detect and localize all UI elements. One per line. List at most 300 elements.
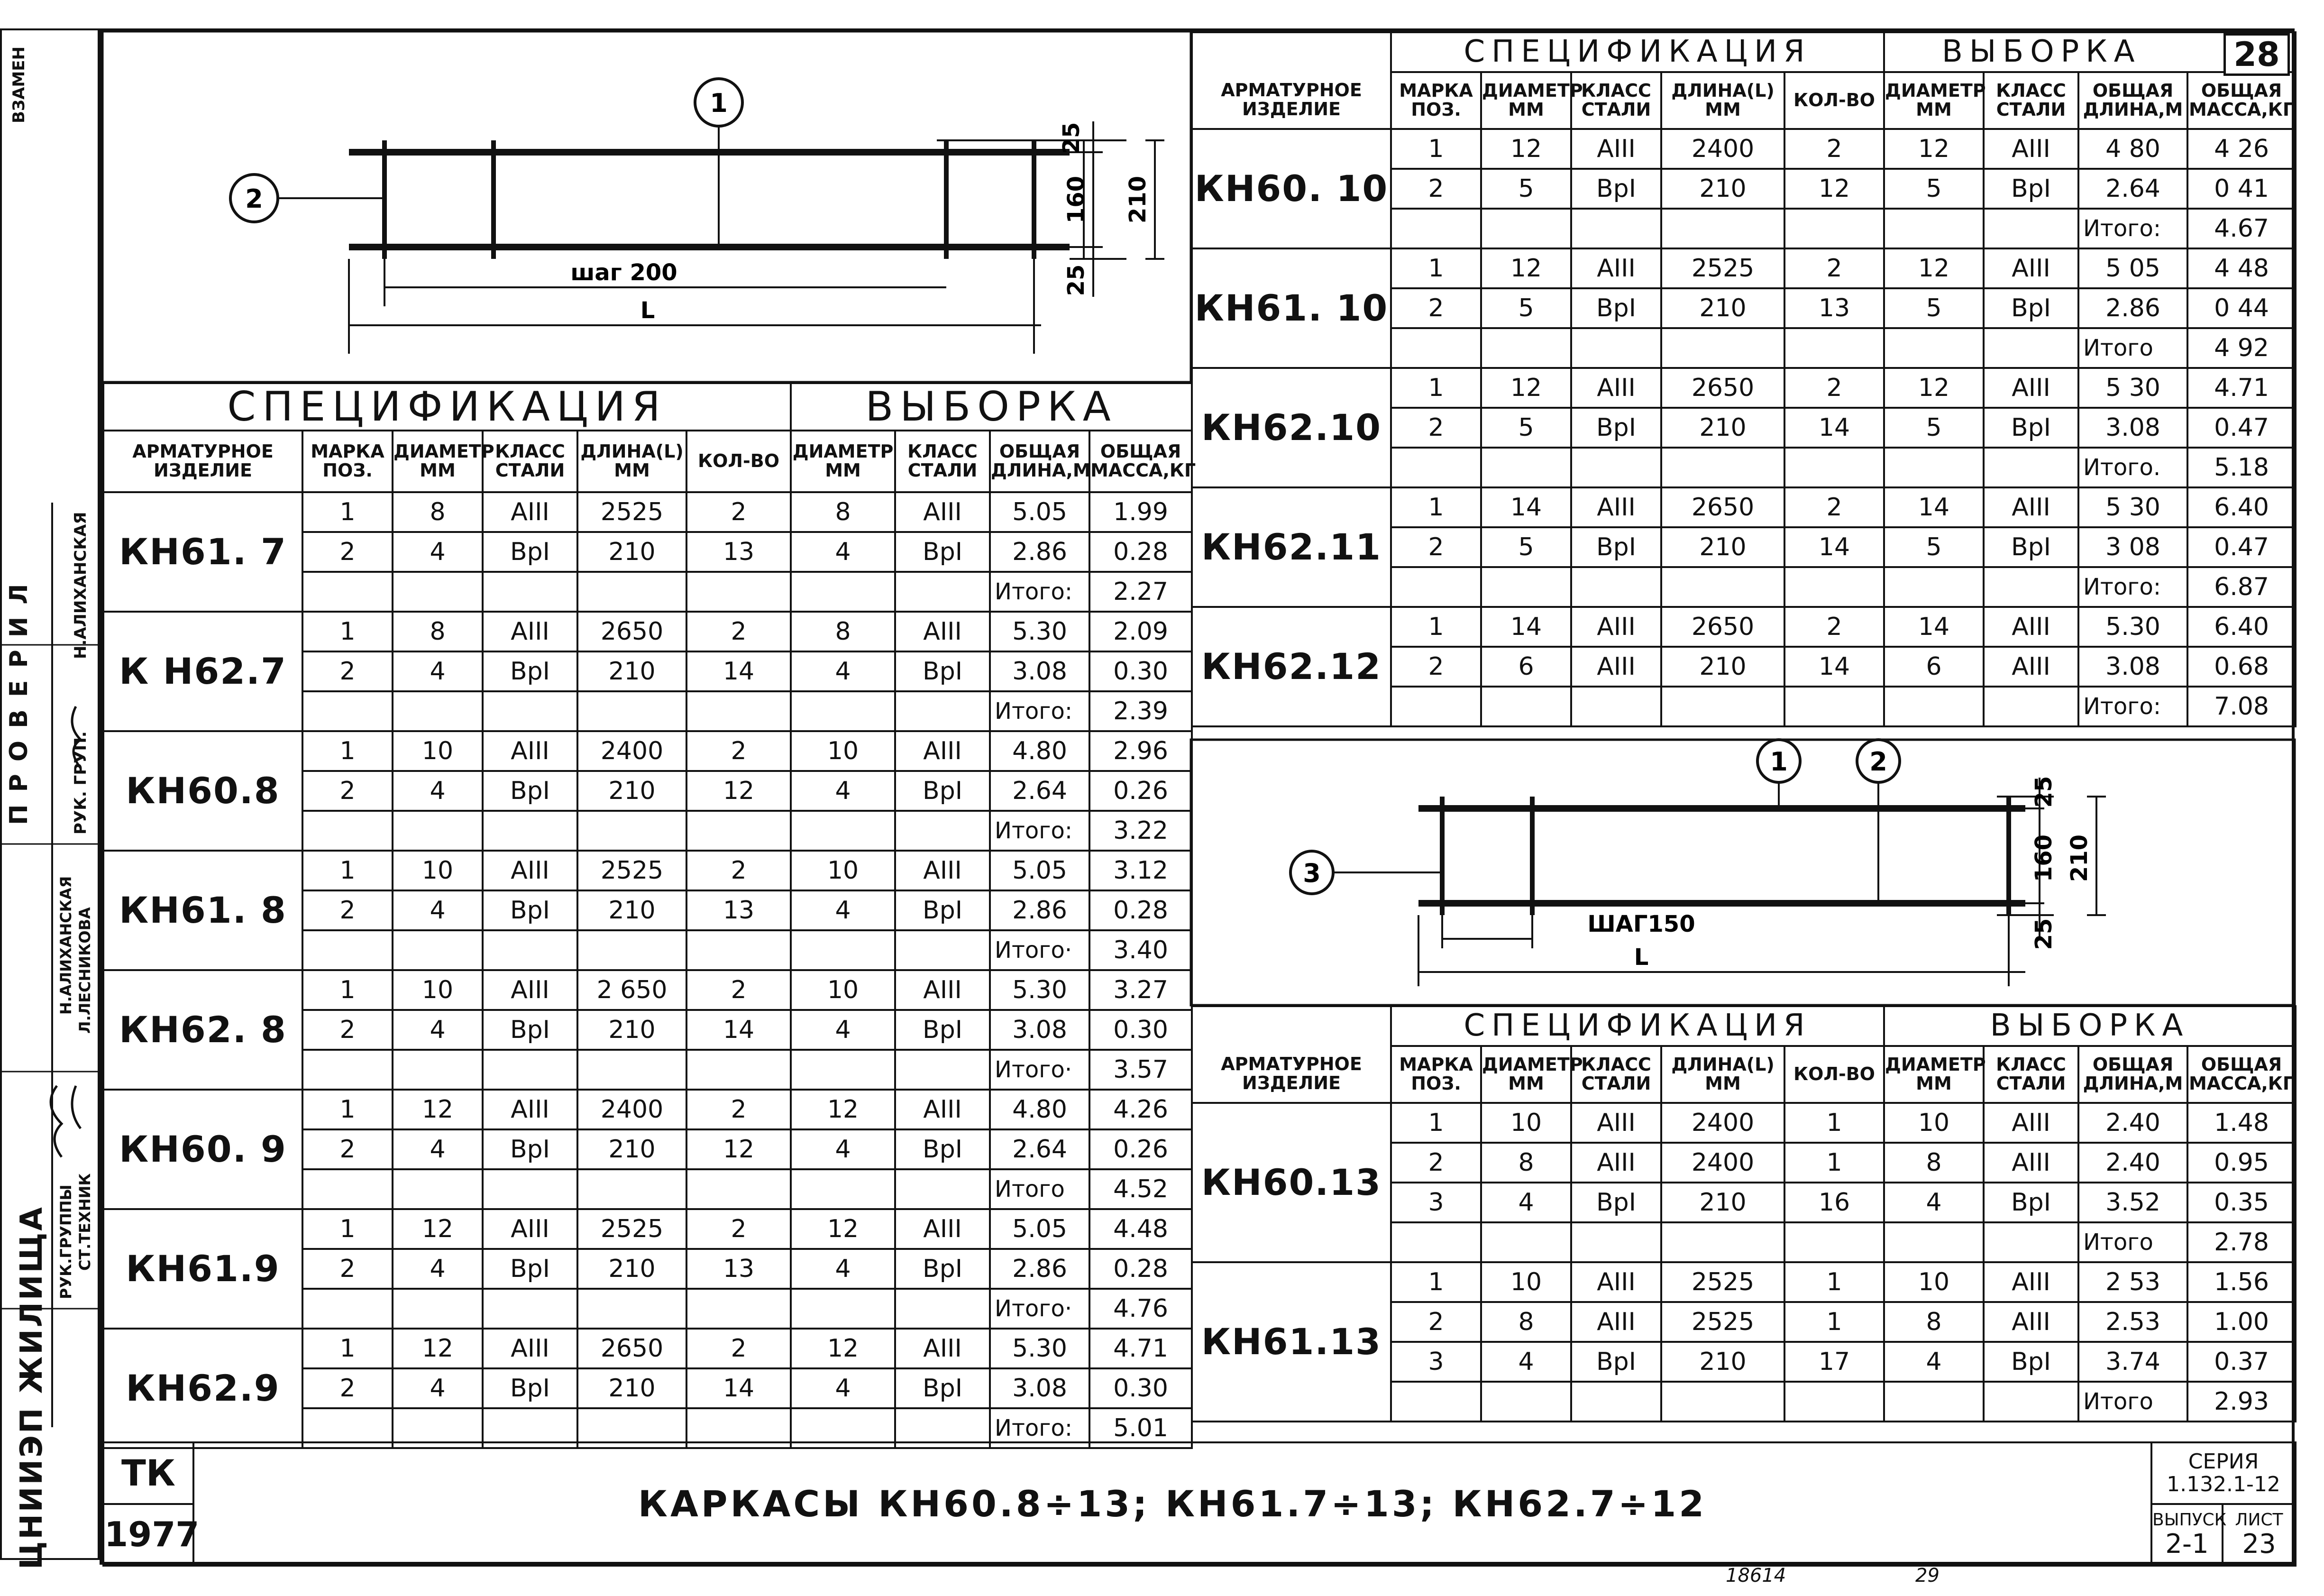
dim-25-top-2: 25 <box>2031 776 2057 808</box>
table-cell: 5 <box>1884 169 1984 209</box>
table-cell: 0.26 <box>1089 771 1192 811</box>
empty-cell <box>1391 567 1481 607</box>
col-class: КЛАСС СТАЛИ <box>483 431 577 492</box>
table-row <box>1192 129 2296 169</box>
table-cell: 4 <box>393 890 483 930</box>
table-cell: 12 <box>1481 129 1571 169</box>
table-row <box>103 851 1192 890</box>
table-cell: 0.30 <box>1089 1010 1192 1050</box>
table-cell: 4 80 <box>2078 129 2187 169</box>
table-cell: 14 <box>1884 487 1984 527</box>
table-cell: 2.09 <box>1089 612 1192 651</box>
table-cell: 2650 <box>577 1329 686 1368</box>
table-cell: AIII <box>895 1209 990 1249</box>
table-cell: 1 <box>1391 487 1481 527</box>
table-cell: 2400 <box>1661 1143 1784 1183</box>
table-cell: 8 <box>393 492 483 532</box>
spec-heading-right-b: СПЕЦИФИКАЦИЯ <box>1391 1006 1884 1046</box>
table-cell: 5 <box>1481 169 1571 209</box>
table-cell: 0.30 <box>1089 1368 1192 1408</box>
table-cell: 14 <box>1784 647 1884 687</box>
frame-drawing-1 <box>102 31 1191 382</box>
signer-1: Н.АЛИХАНСКАЯ <box>71 512 90 659</box>
bottom-stamp-number: 18614 <box>1726 1565 1786 1587</box>
table-cell: 16 <box>1784 1183 1884 1222</box>
table-cell: 2 <box>302 771 393 811</box>
empty-cell <box>1571 448 1661 487</box>
empty-cell <box>1984 209 2078 248</box>
table-cell: 0.95 <box>2187 1143 2296 1183</box>
total-value: 2.27 <box>1089 572 1192 612</box>
spec-body-right-top <box>1192 129 2296 726</box>
table-cell: BpI <box>1984 288 2078 328</box>
table-cell: 2 <box>1391 527 1481 567</box>
table-cell: 2 <box>302 1368 393 1408</box>
item-mark: КН62.9 <box>103 1329 302 1448</box>
table-row <box>1192 607 2296 647</box>
total-value: 2.39 <box>1089 691 1192 731</box>
table-cell: AIII <box>483 970 577 1010</box>
table-cell: 14 <box>1784 408 1884 448</box>
table-cell: AIII <box>895 1090 990 1129</box>
empty-cell <box>1571 687 1661 726</box>
table-cell: 2 <box>686 1329 791 1368</box>
table-cell: 2 <box>686 612 791 651</box>
table-cell: 2 <box>686 1209 791 1249</box>
dim-160-2: 160 <box>2031 834 2057 882</box>
table-cell: 2 <box>302 651 393 691</box>
table-cell: 3 <box>1391 1183 1481 1222</box>
table-cell: 2 <box>686 1090 791 1129</box>
table-cell: 1 <box>1784 1262 1884 1302</box>
empty-cell <box>1481 1382 1571 1422</box>
table-cell: 10 <box>791 731 895 771</box>
empty-cell <box>1391 328 1481 368</box>
spec-body-right-bottom <box>1192 1103 2296 1422</box>
col-total-len: ОБЩАЯ ДЛИНА,М <box>990 431 1089 492</box>
empty-cell <box>1784 1382 1884 1422</box>
table-cell: 10 <box>791 851 895 890</box>
col-diam: ДИАМЕТР ММ <box>393 431 483 492</box>
table-cell: 2 <box>686 970 791 1010</box>
table-cell: 13 <box>1784 288 1884 328</box>
table-cell: 8 <box>791 612 895 651</box>
table-cell: AIII <box>1984 647 2078 687</box>
table-cell: 1.99 <box>1089 492 1192 532</box>
table-cell: 2525 <box>1661 1262 1784 1302</box>
spec-heading-left: СПЕЦИФИКАЦИЯ <box>103 383 791 431</box>
table-cell: 2 <box>1784 487 1884 527</box>
total-label: Итого <box>2078 328 2187 368</box>
empty-cell <box>1661 567 1784 607</box>
empty-cell <box>577 1169 686 1209</box>
table-cell: BpI <box>1571 288 1661 328</box>
list-cell <box>2223 1504 2296 1566</box>
table-cell: 210 <box>577 771 686 811</box>
table-cell: 2525 <box>1661 1302 1784 1342</box>
spec-table-left <box>102 382 1196 1449</box>
table-cell: 0.30 <box>1089 651 1192 691</box>
table-cell: AIII <box>1571 1302 1661 1342</box>
table-cell: 2 <box>1784 368 1884 408</box>
table-cell: BpI <box>1571 1183 1661 1222</box>
table-cell: 2400 <box>577 1090 686 1129</box>
empty-cell <box>1571 1382 1661 1422</box>
table-cell: 2 <box>1784 129 1884 169</box>
table-cell: AIII <box>1571 1262 1661 1302</box>
table-cell: 5 <box>1884 288 1984 328</box>
table-cell: 1.00 <box>2187 1302 2296 1342</box>
table-cell: BpI <box>1571 169 1661 209</box>
table-cell: AIII <box>1984 607 2078 647</box>
empty-cell <box>686 691 791 731</box>
table-cell: BpI <box>895 651 990 691</box>
col-vclass-r: КЛАСС СТАЛИ <box>1984 72 2078 129</box>
empty-cell <box>895 811 990 851</box>
empty-cell <box>1884 1222 1984 1262</box>
total-label: Итого <box>2078 1382 2187 1422</box>
empty-cell <box>302 811 393 851</box>
table-row <box>103 1209 1192 1249</box>
empty-cell <box>1784 448 1884 487</box>
table-cell: 2 <box>302 890 393 930</box>
col-qty-rb: КОЛ-ВО <box>1784 1046 1884 1103</box>
table-cell: 5 30 <box>2078 487 2187 527</box>
table-cell: 13 <box>686 532 791 572</box>
table-cell: 1 <box>1784 1302 1884 1342</box>
table-cell: 4 <box>393 1129 483 1169</box>
table-cell: 2 650 <box>577 970 686 1010</box>
table-cell: AIII <box>1571 248 1661 288</box>
seriya-label: СЕРИЯ <box>2188 1449 2259 1474</box>
empty-cell <box>1984 687 2078 726</box>
table-cell: BpI <box>1571 1342 1661 1382</box>
table-cell: BpI <box>483 890 577 930</box>
table-cell: 5.05 <box>990 1209 1089 1249</box>
table-cell: AIII <box>1984 1143 2078 1183</box>
table-cell: BpI <box>895 1368 990 1408</box>
table-cell: 2.86 <box>990 1249 1089 1289</box>
empty-cell <box>1884 448 1984 487</box>
table-row <box>103 1090 1192 1129</box>
table-cell: BpI <box>483 1249 577 1289</box>
empty-cell <box>791 691 895 731</box>
table-cell: 17 <box>1784 1342 1884 1382</box>
table-cell: 210 <box>577 1249 686 1289</box>
table-cell: 2 <box>1391 1143 1481 1183</box>
total-label: Итого· <box>990 1050 1089 1090</box>
col-item: АРМАТУРНОЕ ИЗДЕЛИЕ <box>103 431 302 492</box>
table-cell: 5 <box>1481 288 1571 328</box>
list-value: 23 <box>2242 1529 2276 1559</box>
table-cell: 1 <box>302 1209 393 1249</box>
table-cell: BpI <box>483 1010 577 1050</box>
item-mark: КН60. 10 <box>1192 129 1391 248</box>
table-cell: 210 <box>577 1368 686 1408</box>
empty-cell <box>302 930 393 970</box>
frame-drawing-2 <box>1191 740 2295 1005</box>
table-cell: BpI <box>895 1249 990 1289</box>
empty-cell <box>577 572 686 612</box>
empty-cell <box>895 691 990 731</box>
table-cell: 10 <box>1884 1103 1984 1143</box>
table-cell: 4 <box>393 651 483 691</box>
table-cell: 4 <box>1481 1183 1571 1222</box>
total-value: 4.67 <box>2187 209 2296 248</box>
table-cell: BpI <box>1984 408 2078 448</box>
table-cell: 2400 <box>1661 1103 1784 1143</box>
empty-cell <box>1661 328 1784 368</box>
empty-cell <box>791 930 895 970</box>
table-cell: 4.71 <box>1089 1329 1192 1368</box>
empty-cell <box>1571 328 1661 368</box>
col-len-rb: ДЛИНА(L) ММ <box>1661 1046 1784 1103</box>
table-cell: 4 <box>393 771 483 811</box>
item-mark: КН62.11 <box>1192 487 1391 607</box>
table-cell: AIII <box>1571 1143 1661 1183</box>
table-cell: 3.08 <box>990 1010 1089 1050</box>
dim-160: 160 <box>1063 175 1089 224</box>
total-label: Итого <box>2078 1222 2187 1262</box>
table-cell: 1.56 <box>2187 1262 2296 1302</box>
empty-cell <box>791 1050 895 1090</box>
empty-cell <box>1391 1382 1481 1422</box>
table-cell: 5.30 <box>2078 607 2187 647</box>
signer-3: Л.ЛЕСНИКОВА <box>76 907 94 1034</box>
empty-cell <box>483 691 577 731</box>
table-cell: AIII <box>1571 368 1661 408</box>
item-mark: К Н62.7 <box>103 612 302 731</box>
table-cell: 0.47 <box>2187 408 2296 448</box>
table-cell: BpI <box>1571 408 1661 448</box>
table-cell: AIII <box>1984 129 2078 169</box>
table-cell: 2 <box>302 532 393 572</box>
table-cell: 210 <box>1661 1183 1784 1222</box>
table-cell: 12 <box>1884 129 1984 169</box>
table-row <box>1192 1103 2296 1143</box>
total-label: Итого: <box>990 811 1089 851</box>
table-cell: 2650 <box>1661 487 1784 527</box>
table-cell: 4 <box>1884 1342 1984 1382</box>
empty-cell <box>686 1169 791 1209</box>
table-cell: BpI <box>1984 1342 2078 1382</box>
table-cell: 12 <box>393 1329 483 1368</box>
empty-cell <box>686 811 791 851</box>
tk-label: ТК <box>103 1442 193 1504</box>
empty-cell <box>1571 567 1661 607</box>
empty-cell <box>1884 687 1984 726</box>
empty-cell <box>1984 1222 2078 1262</box>
table-cell: 10 <box>393 731 483 771</box>
item-mark: КН62.12 <box>1192 607 1391 726</box>
col-len: ДЛИНА(L) ММ <box>577 431 686 492</box>
table-cell: 10 <box>393 851 483 890</box>
organization-name: ЦНИИЭП ЖИЛИЩА <box>14 1205 49 1569</box>
empty-cell <box>1784 328 1884 368</box>
table-cell: 1 <box>1391 607 1481 647</box>
table-cell: 10 <box>393 970 483 1010</box>
empty-cell <box>686 572 791 612</box>
item-mark: КН60.8 <box>103 731 302 851</box>
col-vclass: КЛАСС СТАЛИ <box>895 431 990 492</box>
empty-cell <box>895 930 990 970</box>
col-total-mass-r: ОБЩАЯ МАССА,КГ <box>2187 72 2296 129</box>
table-cell: 2.40 <box>2078 1103 2187 1143</box>
empty-cell <box>302 1289 393 1329</box>
total-label: Итого· <box>990 1289 1089 1329</box>
table-cell: 3.74 <box>2078 1342 2187 1382</box>
table-cell: 14 <box>686 1368 791 1408</box>
table-cell: 4 26 <box>2187 129 2296 169</box>
ruk-gruppy-label: РУК.ГРУППЫ <box>57 1184 75 1299</box>
table-cell: 2.86 <box>2078 288 2187 328</box>
empty-cell <box>1784 567 1884 607</box>
total-label: Итого: <box>990 572 1089 612</box>
bubble-2: 2 <box>245 184 263 214</box>
table-cell: 3 <box>1391 1342 1481 1382</box>
table-cell: 5.05 <box>990 492 1089 532</box>
table-cell: 2.64 <box>2078 169 2187 209</box>
total-label: Итого: <box>990 691 1089 731</box>
table-cell: 12 <box>1884 368 1984 408</box>
table-cell: 1 <box>1784 1103 1884 1143</box>
table-cell: 14 <box>686 1010 791 1050</box>
table-cell: 210 <box>1661 1342 1784 1382</box>
empty-cell <box>1784 687 1884 726</box>
total-label: Итого: <box>2078 567 2187 607</box>
table-cell: AIII <box>1984 487 2078 527</box>
table-cell: 210 <box>1661 169 1784 209</box>
table-cell: AIII <box>1984 248 2078 288</box>
table-cell: 1 <box>302 970 393 1010</box>
total-label: Итого: <box>2078 687 2187 726</box>
table-cell: 10 <box>1884 1262 1984 1302</box>
total-value: 3.57 <box>1089 1050 1192 1090</box>
col-pos-rb: МАРКА ПОЗ. <box>1391 1046 1481 1103</box>
col-total-mass: ОБЩАЯ МАССА,КГ <box>1089 431 1192 492</box>
table-cell: 12 <box>1784 169 1884 209</box>
table-cell: 210 <box>577 532 686 572</box>
table-cell: BpI <box>895 532 990 572</box>
table-cell: BpI <box>483 1129 577 1169</box>
signer-2: Н.АЛИХАНСКАЯ <box>57 876 75 1015</box>
table-cell: 4.26 <box>1089 1090 1192 1129</box>
item-mark: КН60.13 <box>1192 1103 1391 1262</box>
table-cell: 12 <box>791 1090 895 1129</box>
item-mark: КН62.10 <box>1192 368 1391 487</box>
table-cell: 5.05 <box>990 851 1089 890</box>
total-label: Итого: <box>990 1408 1089 1448</box>
table-row <box>103 612 1192 651</box>
seriya-value: 1.132.1-12 <box>2167 1472 2280 1496</box>
empty-cell <box>1984 1382 2078 1422</box>
item-mark: КН61.9 <box>103 1209 302 1329</box>
total-label: Итого. <box>2078 448 2187 487</box>
table-row <box>1192 487 2296 527</box>
table-cell: 3.08 <box>2078 647 2187 687</box>
table-cell: 4 <box>393 1010 483 1050</box>
empty-cell <box>302 691 393 731</box>
spec-table-right-top <box>1191 31 2297 727</box>
table-cell: 14 <box>1481 607 1571 647</box>
table-cell: 0 44 <box>2187 288 2296 328</box>
table-cell: 210 <box>1661 527 1784 567</box>
col-item-r: АРМАТУРНОЕ ИЗДЕЛИЕ <box>1192 72 1391 129</box>
col-item-rb: АРМАТУРНОЕ ИЗДЕЛИЕ <box>1192 1046 1391 1103</box>
empty-cell <box>895 1169 990 1209</box>
dim-25-bottom: 25 <box>1063 264 1089 296</box>
table-cell: 2 <box>686 731 791 771</box>
col-pos-r: МАРКА ПОЗ. <box>1391 72 1481 129</box>
table-cell: 5 <box>1884 408 1984 448</box>
table-cell: 2650 <box>1661 368 1784 408</box>
empty-cell <box>1784 209 1884 248</box>
table-cell: 2525 <box>1661 248 1784 288</box>
table-cell: 1 <box>302 492 393 532</box>
table-cell: 14 <box>1884 607 1984 647</box>
empty-cell <box>1391 687 1481 726</box>
empty-cell <box>1481 567 1571 607</box>
table-cell: 0.26 <box>1089 1129 1192 1169</box>
table-cell: 4 <box>1884 1183 1984 1222</box>
table-cell: 1 <box>302 851 393 890</box>
empty-cell <box>1661 209 1784 248</box>
table-cell: 2400 <box>1661 129 1784 169</box>
table-cell: 2.64 <box>990 771 1089 811</box>
table-cell: 12 <box>393 1209 483 1249</box>
table-cell: BpI <box>483 771 577 811</box>
vyborka-heading-right-b: ВЫБОРКА <box>1884 1006 2296 1046</box>
table-cell: AIII <box>483 612 577 651</box>
empty-cell <box>393 1169 483 1209</box>
table-cell: AIII <box>1571 647 1661 687</box>
table-cell: 14 <box>1784 527 1884 567</box>
table-cell: AIII <box>895 1329 990 1368</box>
table-cell: 2525 <box>577 492 686 532</box>
table-cell: 2.86 <box>990 890 1089 930</box>
table-cell: 2 <box>1391 1302 1481 1342</box>
table-cell: 13 <box>686 1249 791 1289</box>
empty-cell <box>393 572 483 612</box>
table-cell: 0 41 <box>2187 169 2296 209</box>
table-cell: 2 <box>686 492 791 532</box>
empty-cell <box>483 1050 577 1090</box>
empty-cell <box>483 811 577 851</box>
empty-cell <box>577 1050 686 1090</box>
year-label: 1977 <box>103 1504 193 1566</box>
table-cell: AIII <box>1984 1302 2078 1342</box>
table-cell: 12 <box>1884 248 1984 288</box>
vypusk-label: ВЫПУСК <box>2152 1510 2227 1530</box>
table-cell: 12 <box>791 1209 895 1249</box>
empty-cell <box>1481 209 1571 248</box>
table-cell: 1.48 <box>2187 1103 2296 1143</box>
table-cell: 2 <box>1784 248 1884 288</box>
col-total-mass-rb: ОБЩАЯ МАССА,КГ <box>2187 1046 2296 1103</box>
table-cell: 2 <box>1391 647 1481 687</box>
table-cell: 4 48 <box>2187 248 2296 288</box>
table-cell: AIII <box>1984 1103 2078 1143</box>
table-cell: 2 53 <box>2078 1262 2187 1302</box>
table-cell: AIII <box>895 612 990 651</box>
total-value: 5.18 <box>2187 448 2296 487</box>
bubble-3b: 3 <box>1303 858 1321 888</box>
empty-cell <box>895 1050 990 1090</box>
table-cell: 2 <box>302 1129 393 1169</box>
total-value: 2.93 <box>2187 1382 2296 1422</box>
table-cell: 210 <box>577 890 686 930</box>
total-value: 2.78 <box>2187 1222 2296 1262</box>
